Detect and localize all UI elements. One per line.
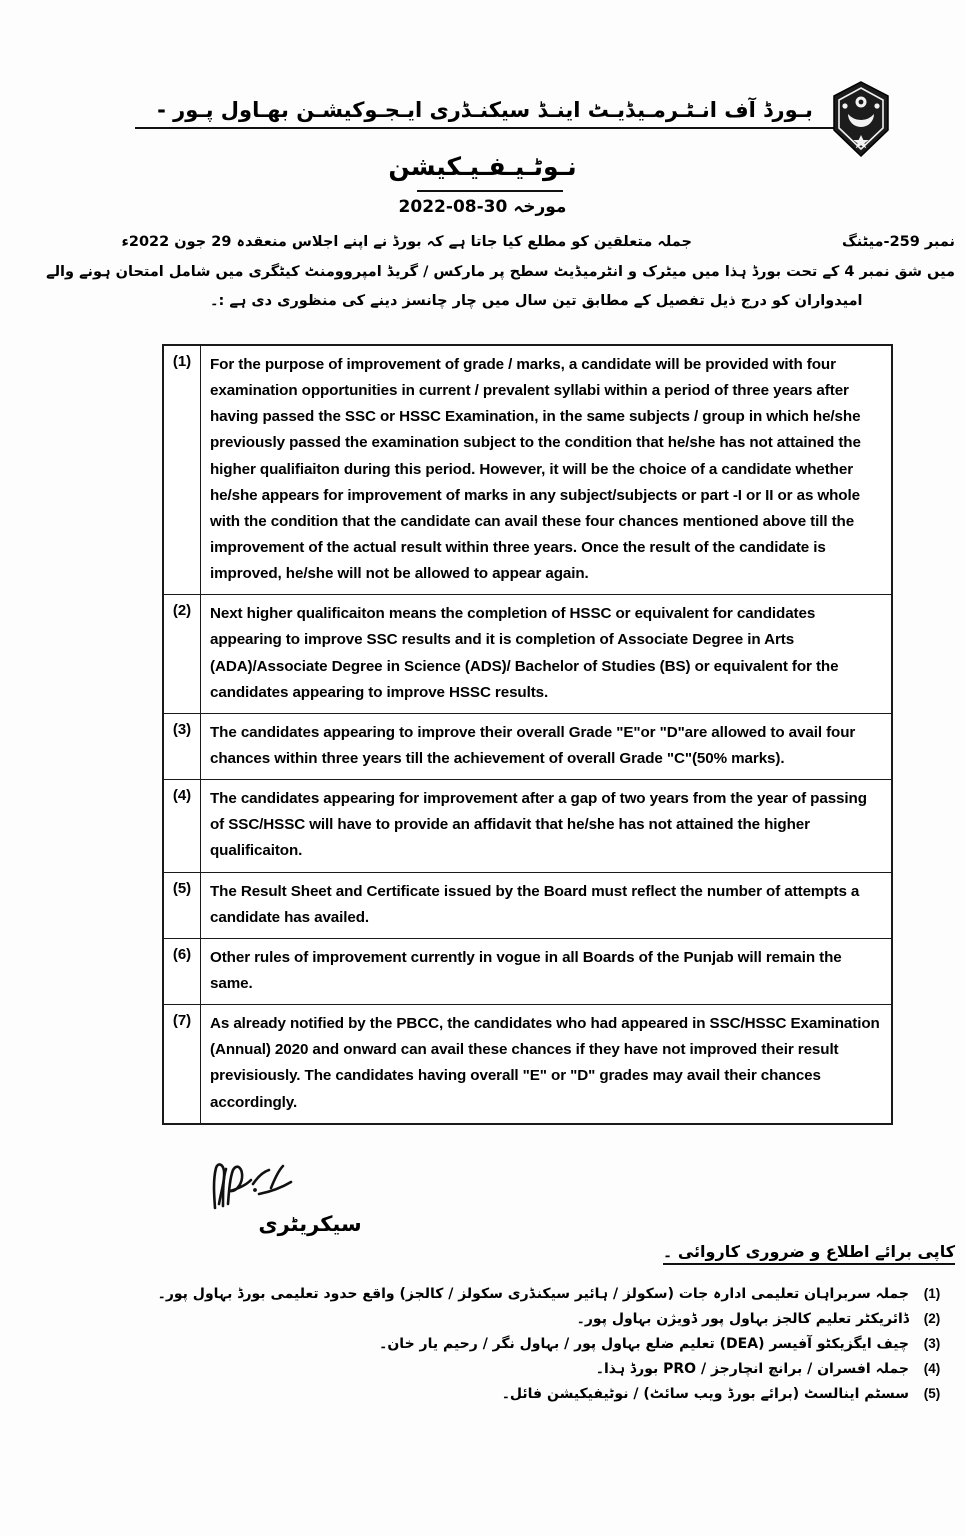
distribution-text: ڈائریکٹر تعلیم کالجز بہاول پور ڈویژن بہاول پور۔: [576, 1311, 909, 1327]
table-row: [163, 780, 892, 872]
clause-text: The Result Sheet and Certificate issued by the Board must reflect the number of attempts a candidate has availed.: [201, 872, 893, 938]
clause-text: For the purpose of improvement of grade / marks, a candidate will be provided with four examination opportunities in current / prevalent syllabi within a period of three years after having passed the SSC or HSSC Examination, in the same subjects / group in which he/she previously passed the examination subject to the condition that he/she has not attained the higher qualifiaiton during this period. However, it will be the choice of a candidate whether he/she appears for improvement of marks in any subject/subjects or part -I or II or as whole with the condition that the candidate can avail these four chances mentioned above till the improvement of the actual result within three years. Once the result of the candidate is improved, he/she will not be allowed to appear again.: [201, 345, 893, 595]
table-row: [163, 938, 892, 1004]
distribution-text: جملہ سربراہان تعلیمی ادارہ جات (سکولز / ہائیر سیکنڈری سکولز / کالجز) واقع حدود تعلیمی بورڈ بہاول پور۔: [157, 1286, 909, 1302]
distribution-text: جملہ افسران / برانچ انچارجز / PRO بورڈ ہذا۔: [595, 1361, 909, 1377]
list-item: [0, 1361, 955, 1377]
clauses-table-body: [163, 345, 892, 1124]
preamble-line-1: جملہ متعلقین کو مطلع کیا جاتا ہے کہ بورڈ نے اپنے اجلاس منعقدہ 29 جون 2022ء: [121, 234, 692, 250]
distribution-number: (5): [923, 1386, 941, 1401]
clause-number: (3): [163, 713, 201, 779]
board-title: بـورڈ آف انـٹـرمـیڈیـٹ اینـڈ سیکنـڈری ایـجـوکیشـن بھـاول پـور -: [135, 96, 835, 129]
distribution-number: (1): [923, 1286, 941, 1301]
distribution-number: (2): [923, 1311, 941, 1326]
table-row: [163, 1005, 892, 1124]
distribution-number: (4): [923, 1361, 941, 1376]
list-item: [0, 1311, 955, 1327]
clause-text: Other rules of improvement currently in vogue in all Boards of the Punjab will remain the same.: [201, 938, 893, 1004]
table-row: [163, 713, 892, 779]
list-item: [0, 1386, 955, 1402]
clause-number: (6): [163, 938, 201, 1004]
signatory-title: سیکریٹری: [258, 1212, 362, 1236]
title-underline: [417, 190, 563, 192]
list-item: [0, 1286, 955, 1302]
clause-text: As already notified by the PBCC, the candidates who had appeared in SSC/HSSC Examination (Annual) 2020 and onward can avail these chances if they have not improved their result previsiously. The candidates having overall "E" or "D" grades may avail their chances accordingly.: [201, 1005, 893, 1124]
preamble-line-3: امیدواران کو درج ذیل تفصیل کے مطابق تین سال میں چار چانسز دینے کی منظوری دی ہے :۔: [210, 293, 863, 310]
document-header: [0, 78, 965, 158]
table-row: [163, 595, 892, 714]
distribution-text: چیف ایگزیکٹو آفیسر (DEA) تعلیم ضلع بہاول پور / بہاول نگر / رحیم یار خان۔: [379, 1336, 909, 1352]
distribution-text: سسٹم اینالسٹ (برائے بورڈ ویب سائٹ) / نوٹیفیکیشن فائل۔: [501, 1386, 909, 1402]
signature-block: [150, 1158, 470, 1236]
copy-to-heading-text: کاپی برائے اطلاع و ضروری کاروائی ۔: [663, 1242, 955, 1265]
clause-text: The candidates appearing for improvement after a gap of two years from the year of passing of SSC/HSSC will have to provide an affidavit that he/she has not attained the higher qualificaiton.: [201, 780, 893, 872]
notification-date: مورخہ 30-08-2022: [398, 197, 567, 217]
table-row: [163, 345, 892, 595]
preamble-paragraph: [46, 228, 955, 317]
handwritten-signature-icon: [150, 1158, 470, 1216]
clause-number: (4): [163, 780, 201, 872]
preamble-line-2: میں شق نمبر 4 کے تحت بورڈ ہذا میں میٹرک و انٹرمیڈیٹ سطح پر مارکس / گریڈ امپروومنٹ کیٹگری میں شامل امتحان ہونے والے: [46, 263, 955, 280]
clause-number: (5): [163, 872, 201, 938]
clause-number: (2): [163, 595, 201, 714]
copy-to-heading: [0, 1242, 955, 1265]
clauses-table: [162, 344, 893, 1125]
clause-text: The candidates appearing to improve their overall Grade "E"or "D"are allowed to avail four chances within three years till the achievement of overall Grade "C"(50% marks).: [201, 713, 893, 779]
clause-text: Next higher qualificaiton means the completion of HSSC or equivalent for candidates appearing to improve SSC results and it is completion of Associate Degree in Arts (ADA)/Associate Degree in Science (ADS)/ Bachelor of Studies (BS) or equivalent for the candidates appearing to improve HSSC results.: [201, 595, 893, 714]
meeting-reference: نمبر 259-میٹنگ: [841, 234, 955, 250]
board-emblem-icon: [830, 80, 892, 158]
distribution-list: [0, 1286, 955, 1411]
clause-number: (1): [163, 345, 201, 595]
distribution-number: (3): [923, 1336, 941, 1351]
table-row: [163, 872, 892, 938]
clause-number: (7): [163, 1005, 201, 1124]
notification-title: نـوٹـیـفـیـکیشن: [388, 152, 577, 181]
list-item: [0, 1336, 955, 1352]
